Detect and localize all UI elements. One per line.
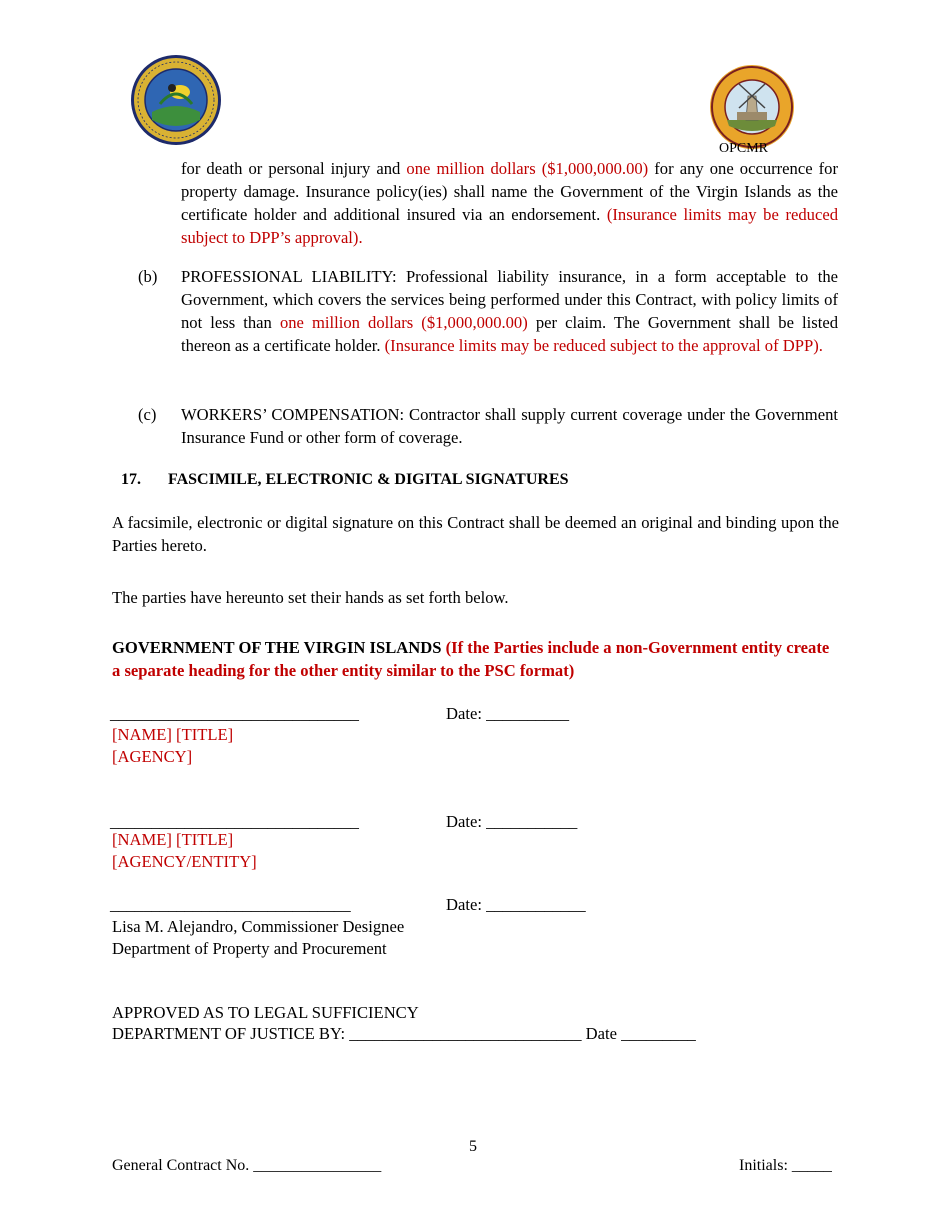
b-text-1: PROFESSIONAL LIABILITY: Professional liability insurance, in a form acceptable to the Government, which covers the services being performed under this Contract, with policy limits of not less than: [181, 267, 838, 332]
section-17-body: A facsimile, electronic or digital signature on this Contract shall be deemed an original and binding upon the Parties hereto.: [112, 513, 839, 555]
b-red-note: (Insurance limits may be reduced subject to the approval of DPP).: [384, 336, 823, 355]
legal-approval-line-2[interactable]: DEPARTMENT OF JUSTICE BY: ____________________________ Date _________: [112, 1024, 696, 1043]
page-number: 5: [469, 1138, 477, 1155]
government-seal-icon: [130, 54, 222, 146]
government-heading-bold: GOVERNMENT OF THE VIRGIN ISLANDS: [112, 638, 446, 657]
signer-1-name-title: [NAME] [TITLE]: [112, 725, 234, 744]
b-text-2: per claim. The Government shall be listed thereon as a certificate holder.: [181, 313, 838, 355]
date-field-3[interactable]: Date: ____________: [446, 895, 586, 914]
item-c-letter: (c): [138, 405, 157, 424]
procurement-seal-icon: [709, 64, 795, 150]
date-field-2[interactable]: Date: ___________: [446, 812, 578, 831]
signature-line-1[interactable]: ______________________________: [110, 704, 359, 723]
professional-liability-paragraph: [181, 265, 838, 357]
item-b-letter: (b): [138, 267, 158, 286]
signature-line-2[interactable]: ______________________________: [110, 812, 359, 831]
signature-line-3[interactable]: _____________________________: [110, 895, 351, 914]
signer-2-org: [AGENCY/ENTITY]: [112, 852, 257, 871]
intro-red-amount: one million dollars ($1,000,000.00): [406, 159, 649, 178]
office-label: OPCMR: [719, 141, 769, 156]
date-field-1[interactable]: Date: __________: [446, 704, 570, 723]
government-heading-note: (If the Parties include a non-Government entity create a separate heading for the other entity similar to the PSC format): [112, 638, 830, 680]
contract-number-field[interactable]: General Contract No. ________________: [112, 1157, 382, 1174]
signer-2-name-title: [NAME] [TITLE]: [112, 830, 234, 849]
section-17-number: 17.: [121, 471, 141, 488]
workers-compensation-paragraph: WORKERS’ COMPENSATION: Contractor shall supply current coverage under the Government Insurance Fund or other form of coverage.: [181, 405, 838, 447]
insurance-intro-paragraph: [181, 157, 838, 249]
government-heading: [112, 636, 839, 682]
signer-3-name-title: Lisa M. Alejandro, Commissioner Designee: [112, 917, 405, 936]
legal-approval-line-1: APPROVED AS TO LEGAL SUFFICIENCY: [112, 1003, 419, 1022]
intro-red-note: (Insurance limits may be reduced subject to DPP’s approval).: [181, 205, 838, 247]
hands-statement: The parties have hereunto set their hands as set forth below.: [112, 588, 509, 607]
intro-text-1: for death or personal injury and: [181, 159, 407, 178]
section-17-title: FASCIMILE, ELECTRONIC & DIGITAL SIGNATURES: [168, 471, 569, 488]
signer-1-org: [AGENCY]: [112, 747, 193, 766]
initials-field[interactable]: Initials: _____: [739, 1157, 832, 1174]
b-red-amount: one million dollars ($1,000,000.00): [279, 313, 528, 332]
intro-text-2: for any one occurrence for property damage. Insurance policy(ies) shall name the Government of the Virgin Islands as the certificate holder and additional insured via an endorsement.: [181, 159, 838, 224]
signer-3-org: Department of Property and Procurement: [112, 939, 387, 958]
